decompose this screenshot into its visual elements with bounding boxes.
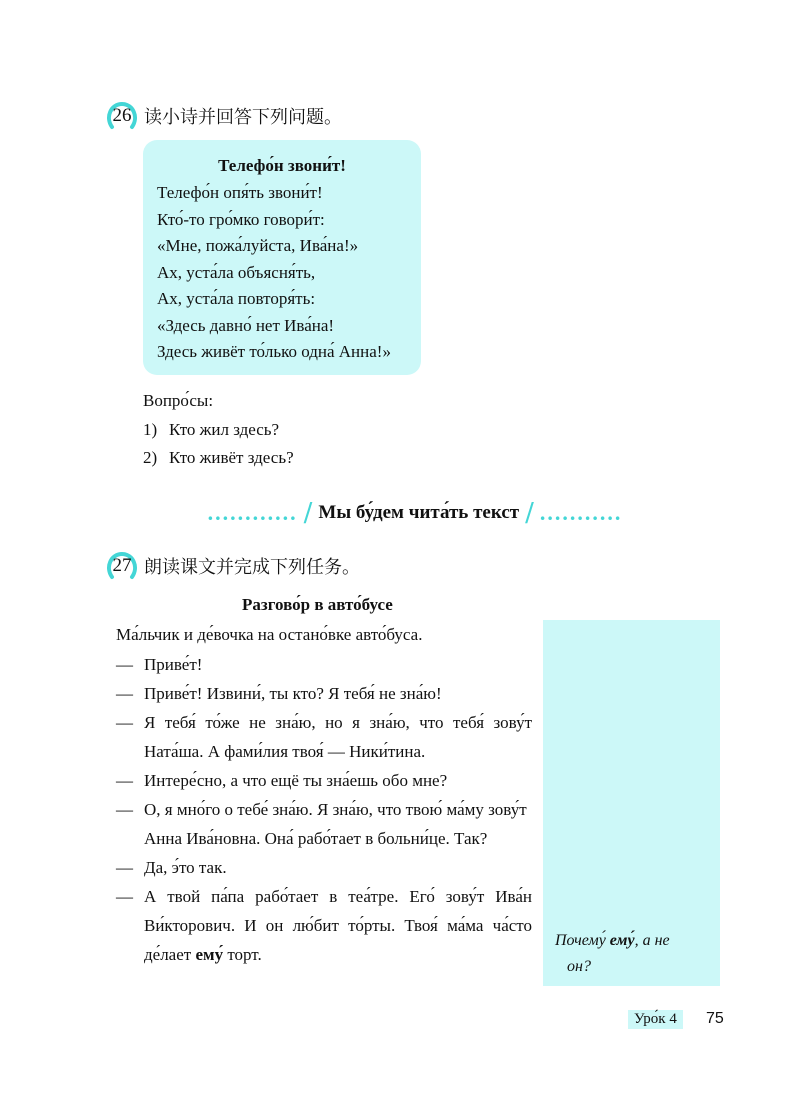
poem-box bbox=[143, 140, 421, 375]
dialog-line-text: Приве́т! Извини́, ты кто? Я тебя́ не зна́ю! bbox=[144, 684, 442, 703]
dotted-rule-right: ........... bbox=[539, 500, 623, 525]
questions-block bbox=[143, 386, 294, 472]
dialog-line-text: Ви́кторович. И он лю́бит то́рты. Твоя́ ма́ма ча́сто bbox=[144, 916, 532, 935]
lesson-badge: Уро́к 4 bbox=[628, 1010, 683, 1029]
question-number: 2) bbox=[143, 448, 158, 467]
exercise-number-badge bbox=[106, 101, 138, 131]
poem-line: Ах, уста́ла объясня́ть, bbox=[157, 262, 316, 282]
dialog-line-continued bbox=[116, 737, 532, 766]
dialog-text-segment: торт. bbox=[223, 945, 262, 964]
dialog-line bbox=[116, 650, 532, 679]
dialog-dash: — bbox=[116, 771, 133, 790]
exercise-27-header bbox=[106, 551, 360, 581]
dialog-line-text: Интере́сно, а что ещё ты зна́ешь обо мне? bbox=[144, 771, 448, 790]
exercise-instruction: 朗读课文并完成下列任务。 bbox=[144, 557, 360, 578]
poem-line: «Мне, пожа́луйста, Ива́на!» bbox=[157, 236, 359, 255]
side-note-box bbox=[543, 620, 720, 986]
question-text: Кто живёт здесь? bbox=[169, 448, 294, 467]
dialog-line bbox=[116, 882, 532, 911]
question-text: Кто жил здесь? bbox=[169, 420, 280, 439]
exercise-instruction: 读小诗并回答下列问题。 bbox=[144, 107, 342, 128]
exercise-number-badge bbox=[106, 551, 138, 581]
section-title: Мы бу́дем чита́ть текст bbox=[318, 502, 520, 523]
poem-line: Кто́-то гро́мко говори́т: bbox=[157, 209, 325, 229]
side-note-bold-word: ему́ bbox=[609, 932, 635, 949]
side-note-segment: , а не bbox=[634, 932, 670, 949]
dialog-dash: — bbox=[116, 858, 133, 877]
section-banner bbox=[180, 496, 650, 530]
exercise-26-header bbox=[106, 101, 342, 131]
poem-line: Телефо́н опя́ть звони́т! bbox=[157, 183, 323, 202]
page-number: 75 bbox=[706, 1010, 724, 1027]
questions-title: Вопро́сы: bbox=[143, 391, 214, 410]
dialog-line-continued bbox=[116, 940, 532, 969]
side-note bbox=[555, 928, 670, 980]
poem-line: Здесь живёт то́лько одна́ Анна!» bbox=[157, 342, 391, 361]
exercise-number: 27 bbox=[112, 555, 132, 576]
dialog-line-text: Да, э́то так. bbox=[144, 858, 227, 877]
dialog-line-text bbox=[144, 940, 532, 969]
slash-left: / bbox=[303, 498, 313, 528]
dialog-line bbox=[116, 708, 532, 737]
exercise-number: 26 bbox=[112, 105, 132, 126]
dialog-text bbox=[116, 620, 532, 969]
dialog-dash: — bbox=[116, 655, 133, 674]
dotted-rule-left: ............ bbox=[207, 500, 298, 525]
slash-right: / bbox=[525, 498, 534, 528]
side-note-segment: Почему́ bbox=[555, 932, 610, 949]
dialog-line-text: Приве́т! bbox=[144, 655, 203, 674]
dialog-line-text: Ната́ша. А фами́лия твоя́ — Ники́тина. bbox=[144, 742, 426, 761]
dialog-dash: — bbox=[116, 887, 133, 906]
dialog-dash: — bbox=[116, 684, 133, 703]
poem-title: Телефо́н звони́т! bbox=[218, 156, 346, 175]
dialog-line-text: Я тебя́ то́же не зна́ю, но я зна́ю, что тебя́ зову́т bbox=[144, 713, 532, 732]
dialog-line-text: А твой па́па рабо́тает в теа́тре. Его́ зову́т Ива́н bbox=[144, 887, 532, 906]
dialog-line bbox=[116, 679, 532, 708]
dialog-title: Разгово́р в авто́бусе bbox=[242, 595, 393, 614]
dialog-line-continued bbox=[116, 824, 532, 853]
poem-line: Ах, уста́ла повторя́ть: bbox=[157, 289, 316, 308]
dialog-line bbox=[116, 795, 532, 824]
dialog-intro: Ма́льчик и де́вочка на остано́вке авто́буса. bbox=[116, 625, 423, 644]
dialog-dash: — bbox=[116, 713, 133, 732]
poem-line: «Здесь давно́ нет Ива́на! bbox=[157, 315, 335, 335]
dialog-line-text: О, я мно́го о тебе́ зна́ю. Я зна́ю, что твою́ ма́му зову́т bbox=[144, 800, 527, 819]
dialog-line bbox=[116, 766, 532, 795]
question-item bbox=[143, 416, 294, 444]
dialog-line-text: Анна Ива́новна. Она́ рабо́тает в больни́це. Так? bbox=[144, 829, 488, 848]
dialog-dash: — bbox=[116, 800, 133, 819]
dialog-bold-word: ему́ bbox=[195, 945, 224, 964]
question-item bbox=[143, 444, 294, 472]
question-number: 1) bbox=[143, 420, 158, 439]
dialog-line-continued bbox=[116, 911, 532, 940]
dialog-text-segment: де́лает bbox=[144, 945, 196, 964]
side-note-line2: он? bbox=[567, 958, 591, 975]
dialog-line bbox=[116, 853, 532, 882]
